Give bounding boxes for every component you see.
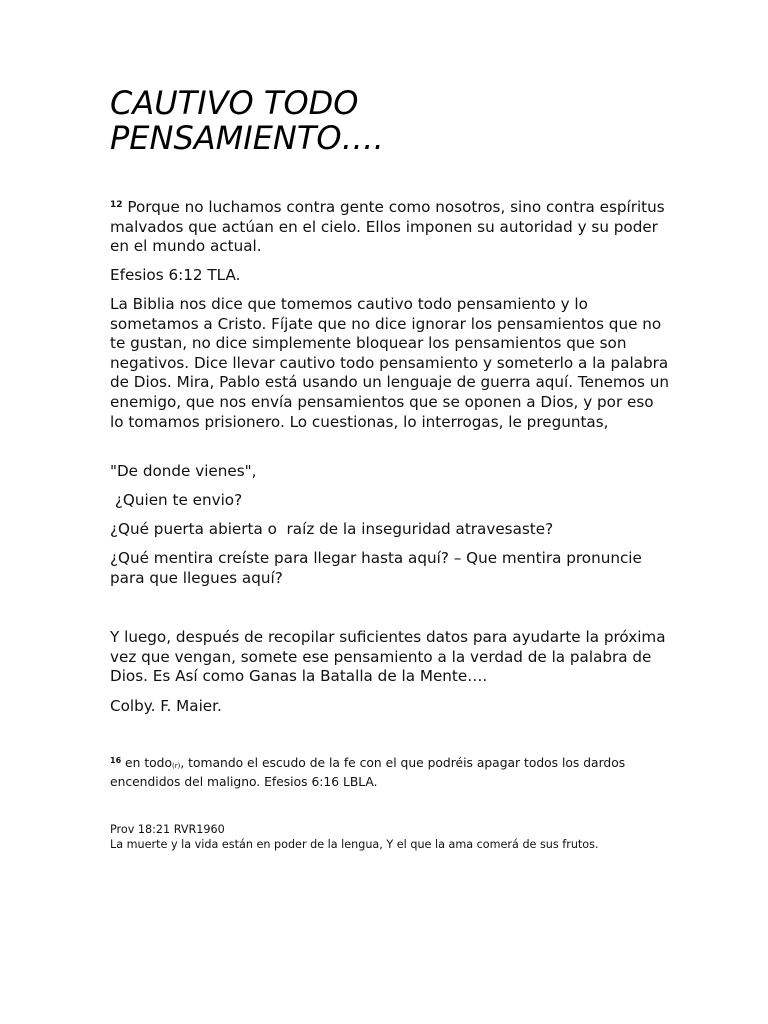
verse-small-text-after: , tomando el escudo de la fe con el que podréis apagar todos los dardos encendidos del maligno. Efesios 6:16 LBLA. [110, 756, 626, 789]
verse-small [110, 755, 670, 790]
paragraph-2: Y luego, después de recopilar suficientes datos para ayudarte la próxima vez que vengan, somete ese pensamiento a la verdad de la palabra de Dios. Es Así como Ganas la Batalla de la Mente…. [110, 628, 666, 686]
question-2: ¿Quien te envio? [110, 491, 243, 509]
verse-small-text-before: en todo [121, 756, 172, 770]
proverb-reference: Prov 18:21 RVR1960 [110, 823, 225, 836]
title-line-2: PENSAMIENTO…. [110, 119, 384, 157]
verse-number: 12 [110, 200, 123, 210]
proverb-text: La muerte y la vida están en poder de la lengua, Y el que la ama comerá de sus frutos. [110, 838, 599, 851]
proverb-block [110, 822, 670, 852]
page-title [110, 86, 670, 156]
verse-main [110, 198, 670, 257]
footnote-mark: (r) [172, 762, 181, 770]
question-3: ¿Qué puerta abierta o raíz de la inseguridad atravesaste? [110, 520, 554, 538]
question-1: "De donde vienes", [110, 462, 257, 480]
title-line-1: CAUTIVO TODO [110, 84, 359, 122]
paragraph-1: La Biblia nos dice que tomemos cautivo todo pensamiento y lo sometamos a Cristo. Fíjate que no dice ignorar los pensamientos que no te gustan, no dice simplemente bloquear los pensamientos que son negativos. Dice llevar cautivo todo pensamiento y someterlo a la palabra de Dios. Mira, Pablo está usando un lenguaje de guerra aquí. Tenemos un enemigo, que nos envía pensamientos que se oponen a Dios, y por eso lo tomamos prisionero. Lo cuestionas, lo interrogas, le preguntas, [110, 295, 669, 431]
verse-main-text: Porque no luchamos contra gente como nosotros, sino contra espíritus malvados que actúan en el cielo. Ellos imponen su autoridad y su poder en el mundo actual. [110, 198, 665, 256]
question-4: ¿Qué mentira creíste para llegar hasta aquí? – Que mentira pronuncie para que llegues aquí? [110, 549, 642, 587]
verse-small-number: 16 [110, 756, 122, 765]
author-signature: Colby. F. Maier. [110, 697, 222, 715]
reference-efesios-6-12: Efesios 6:12 TLA. [110, 266, 241, 284]
